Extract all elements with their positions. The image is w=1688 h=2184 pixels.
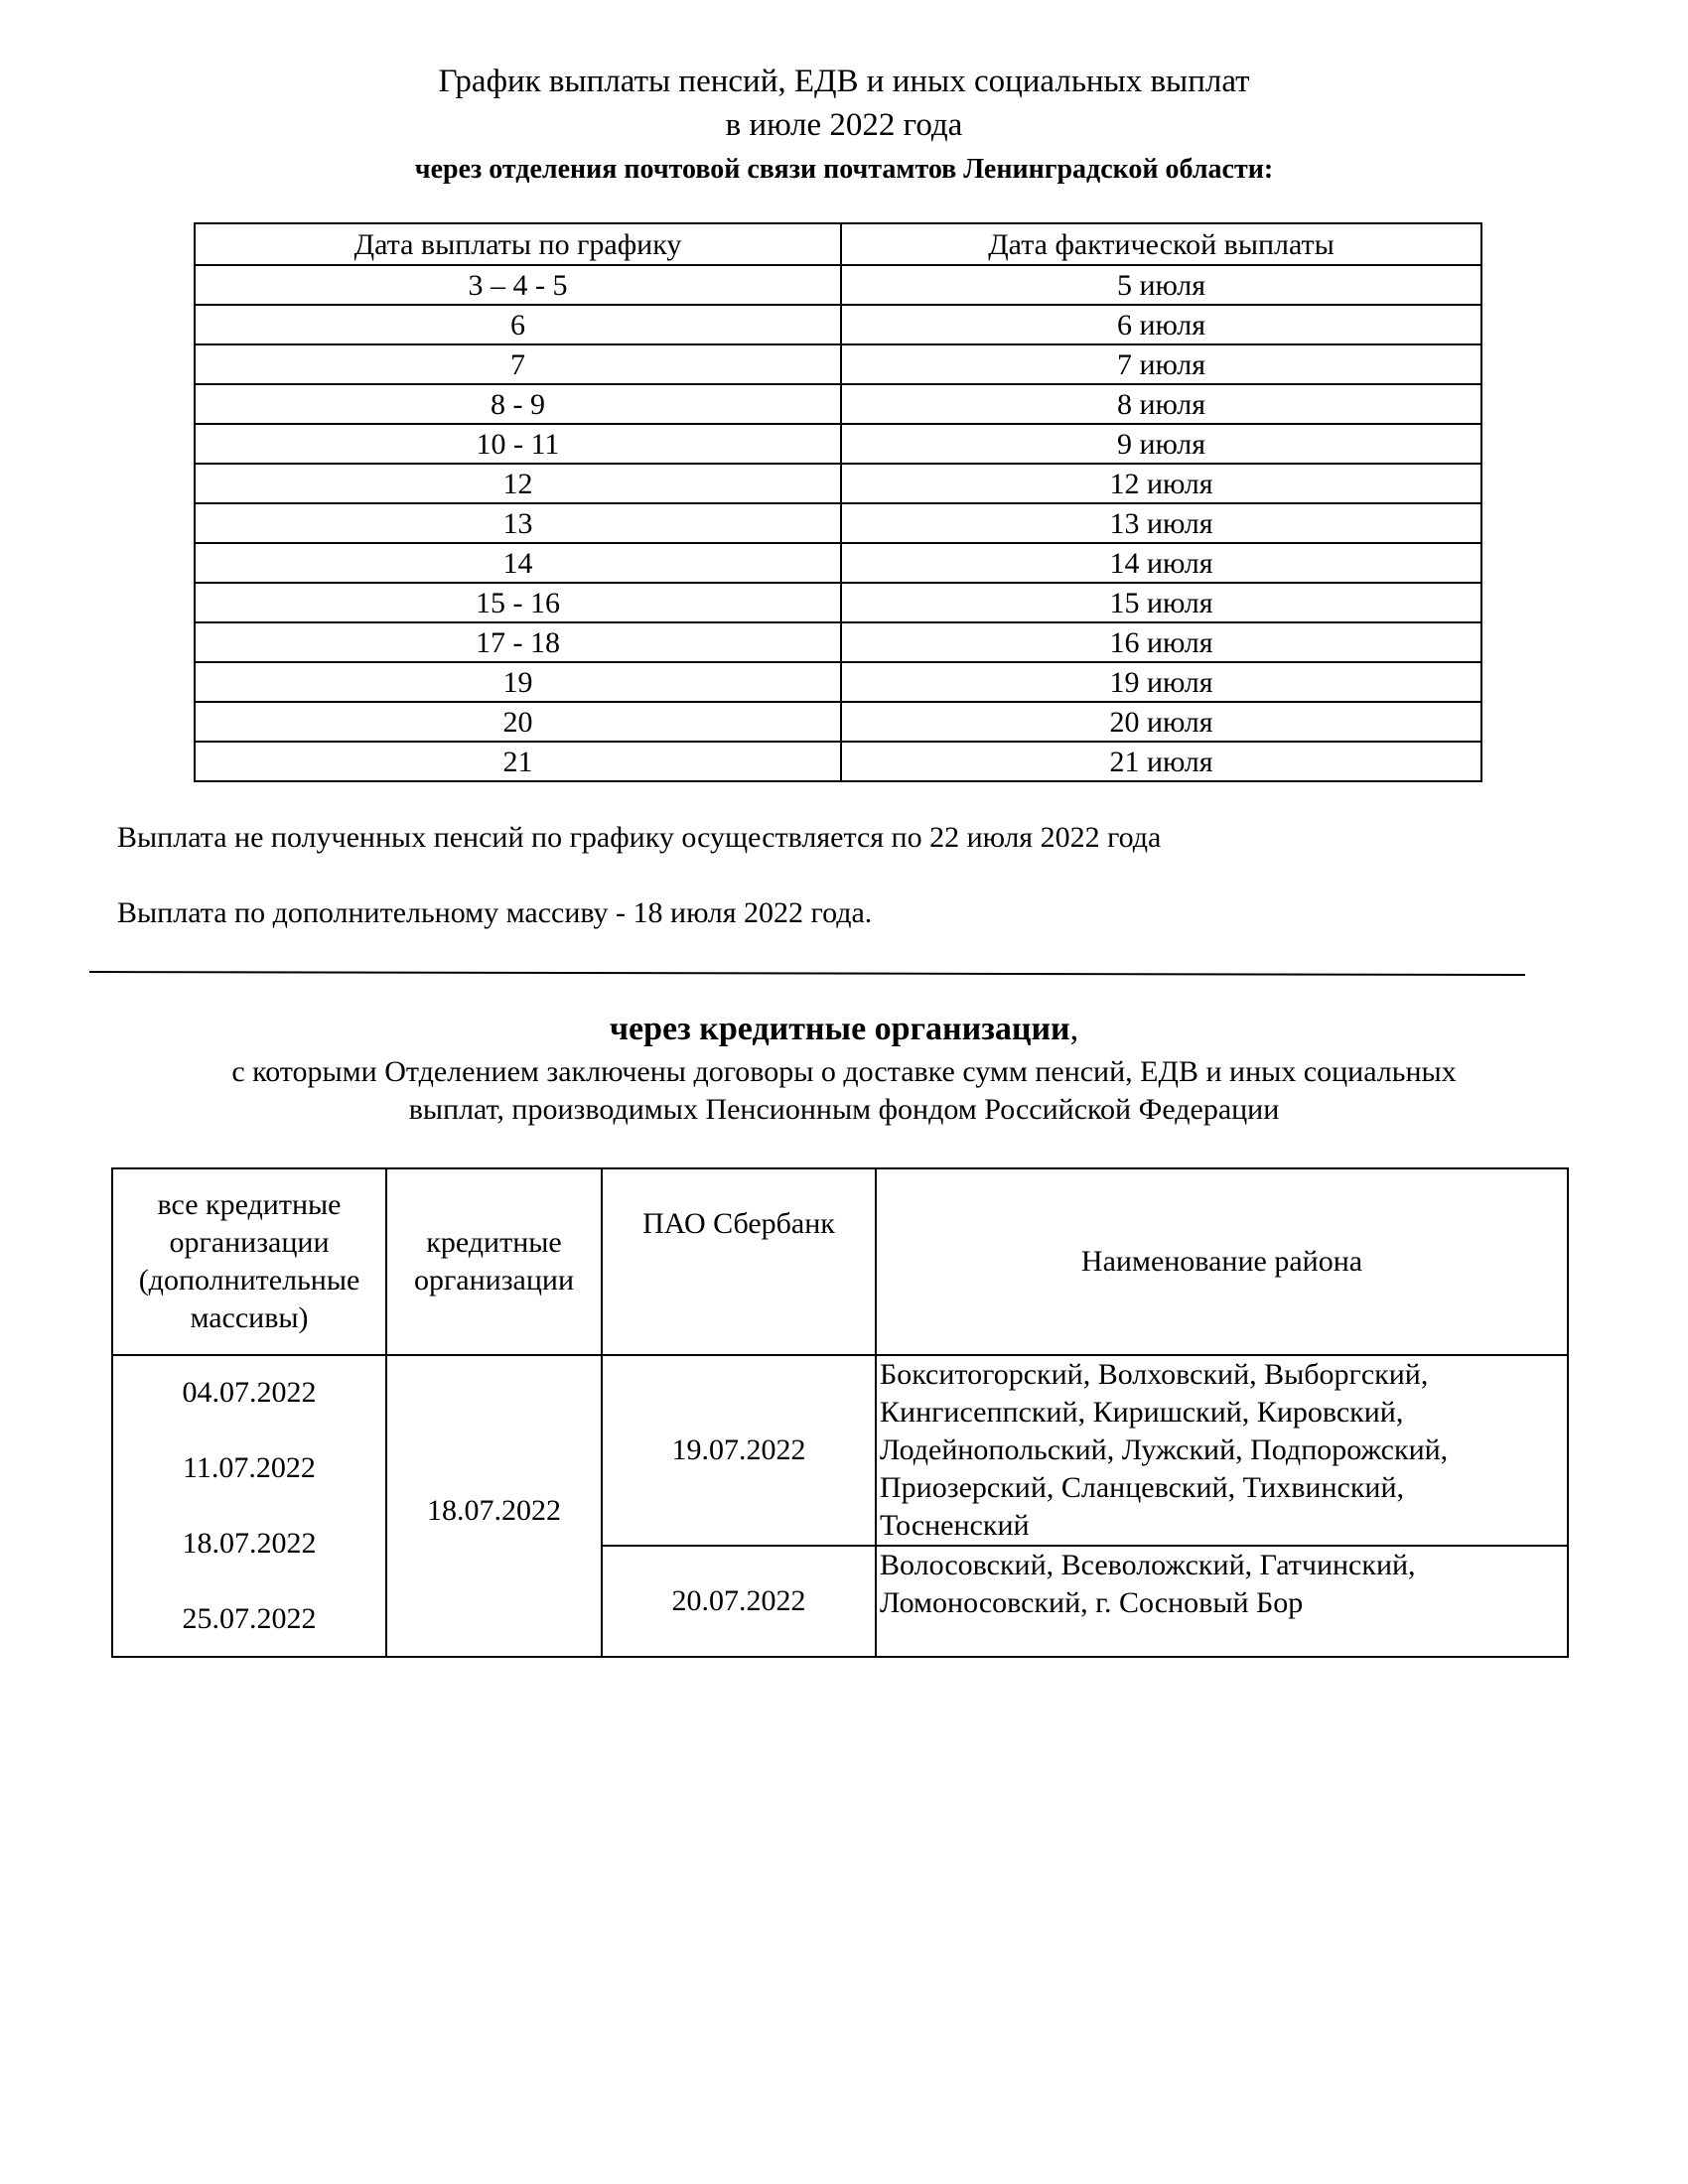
date-value: 04.07.2022 [182,1376,317,1409]
actual-date-cell: 14 июля [841,543,1481,583]
credit-section-description-line: выплат, производимых Пенсионным фондом Российской Федерации [408,1093,1280,1126]
actual-date-cell: 12 июля [841,464,1481,503]
table-row [195,344,1481,384]
credit-org-table [111,1167,1569,1658]
actual-date-cell: 7 июля [841,344,1481,384]
table-row [195,662,1481,702]
actual-date-cell: 21 июля [841,742,1481,781]
scheduled-date-cell: 3 – 4 - 5 [195,265,841,305]
page-subtitle-month: в июле 2022 года [725,107,963,143]
district-line: Тосненский [880,1509,1030,1542]
scheduled-date-cell: 21 [195,742,841,781]
actual-date-cell: 13 июля [841,503,1481,543]
actual-date-cell: 20 июля [841,702,1481,742]
date-value: 11.07.2022 [183,1451,316,1484]
page-title: График выплаты пенсий, ЕДВ и иных социальных выплат [438,64,1250,99]
scheduled-date-cell: 8 - 9 [195,384,841,424]
table-row [195,265,1481,305]
header-line: кредитные [426,1226,562,1259]
district-line: Приозерский, Сланцевский, Тихвинский, [880,1471,1405,1504]
sberbank-date-cell: 19.07.2022 [602,1355,876,1546]
credit-section-description-line: с которыми Отделением заключены договоры о доставке сумм пенсий, ЕДВ и иных социальных [231,1055,1457,1088]
actual-date-cell: 8 июля [841,384,1481,424]
credit-section-title-bold: через кредитные организации [609,1011,1070,1047]
scheduled-date-cell: 17 - 18 [195,622,841,662]
scheduled-date-cell: 10 - 11 [195,424,841,464]
actual-date-cell: 9 июля [841,424,1481,464]
table-row [195,583,1481,622]
unpaid-pension-note: Выплата не полученных пенсий по графику осуществляется по 22 июля 2022 года [117,821,1162,854]
scheduled-date-cell: 6 [195,305,841,344]
credit-section-title-comma: , [1069,1011,1079,1047]
district-line: Бокситогорский, Волховский, Выборгский, [880,1358,1429,1391]
district-list-cell [876,1355,1568,1546]
table-row [112,1355,1568,1546]
header-line: организации [413,1264,575,1297]
table-header-row [195,223,1481,265]
header-line: все кредитные [157,1188,342,1221]
district-list-cell [876,1546,1568,1657]
column-header-scheduled-date: Дата выплаты по графику [195,223,841,265]
all-orgs-dates-cell [112,1355,386,1657]
column-header-district: Наименование района [876,1168,1568,1355]
actual-date-cell: 19 июля [841,662,1481,702]
date-value: 18.07.2022 [182,1527,317,1560]
header-line: массивы) [190,1301,309,1334]
table-row [195,305,1481,344]
column-header-credit-orgs [386,1168,602,1355]
header-line: (дополнительные [138,1264,360,1297]
scheduled-date-cell: 12 [195,464,841,503]
scheduled-date-cell: 19 [195,662,841,702]
table-row [195,503,1481,543]
section-divider [89,971,1525,976]
table-header-row [112,1168,1568,1355]
credit-orgs-date-cell: 18.07.2022 [386,1355,602,1657]
actual-date-cell: 15 июля [841,583,1481,622]
table-row [195,702,1481,742]
credit-section-title [0,1009,1688,1050]
actual-date-cell: 5 июля [841,265,1481,305]
actual-date-cell: 6 июля [841,305,1481,344]
scheduled-date-cell: 15 - 16 [195,583,841,622]
district-line: Кингисеппский, Киришский, Кировский, [880,1396,1404,1429]
sberbank-date-cell: 20.07.2022 [602,1546,876,1657]
post-schedule-table [194,222,1482,782]
header-line: организации [169,1226,330,1259]
column-header-actual-date: Дата фактической выплаты [841,223,1481,265]
table-row [195,543,1481,583]
scheduled-date-cell: 13 [195,503,841,543]
district-line: Ломоносовский, г. Сосновый Бор [880,1586,1304,1619]
additional-array-note: Выплата по дополнительному массиву - 18 июля 2022 года. [117,896,873,929]
column-header-sberbank: ПАО Сбербанк [602,1168,876,1355]
actual-date-cell: 16 июля [841,622,1481,662]
district-line: Лодейнопольский, Лужский, Подпорожский, [880,1433,1449,1466]
table-row [195,622,1481,662]
scheduled-date-cell: 14 [195,543,841,583]
district-line: Волосовский, Всеволожский, Гатчинский, [880,1549,1416,1581]
table-row [195,742,1481,781]
date-value: 25.07.2022 [182,1602,317,1635]
scheduled-date-cell: 20 [195,702,841,742]
scheduled-date-cell: 7 [195,344,841,384]
table-row [195,464,1481,503]
table-row [195,424,1481,464]
post-office-heading: через отделения почтовой связи почтамтов Ленинградской области: [414,154,1274,185]
table-row [195,384,1481,424]
column-header-all-orgs [112,1168,386,1355]
